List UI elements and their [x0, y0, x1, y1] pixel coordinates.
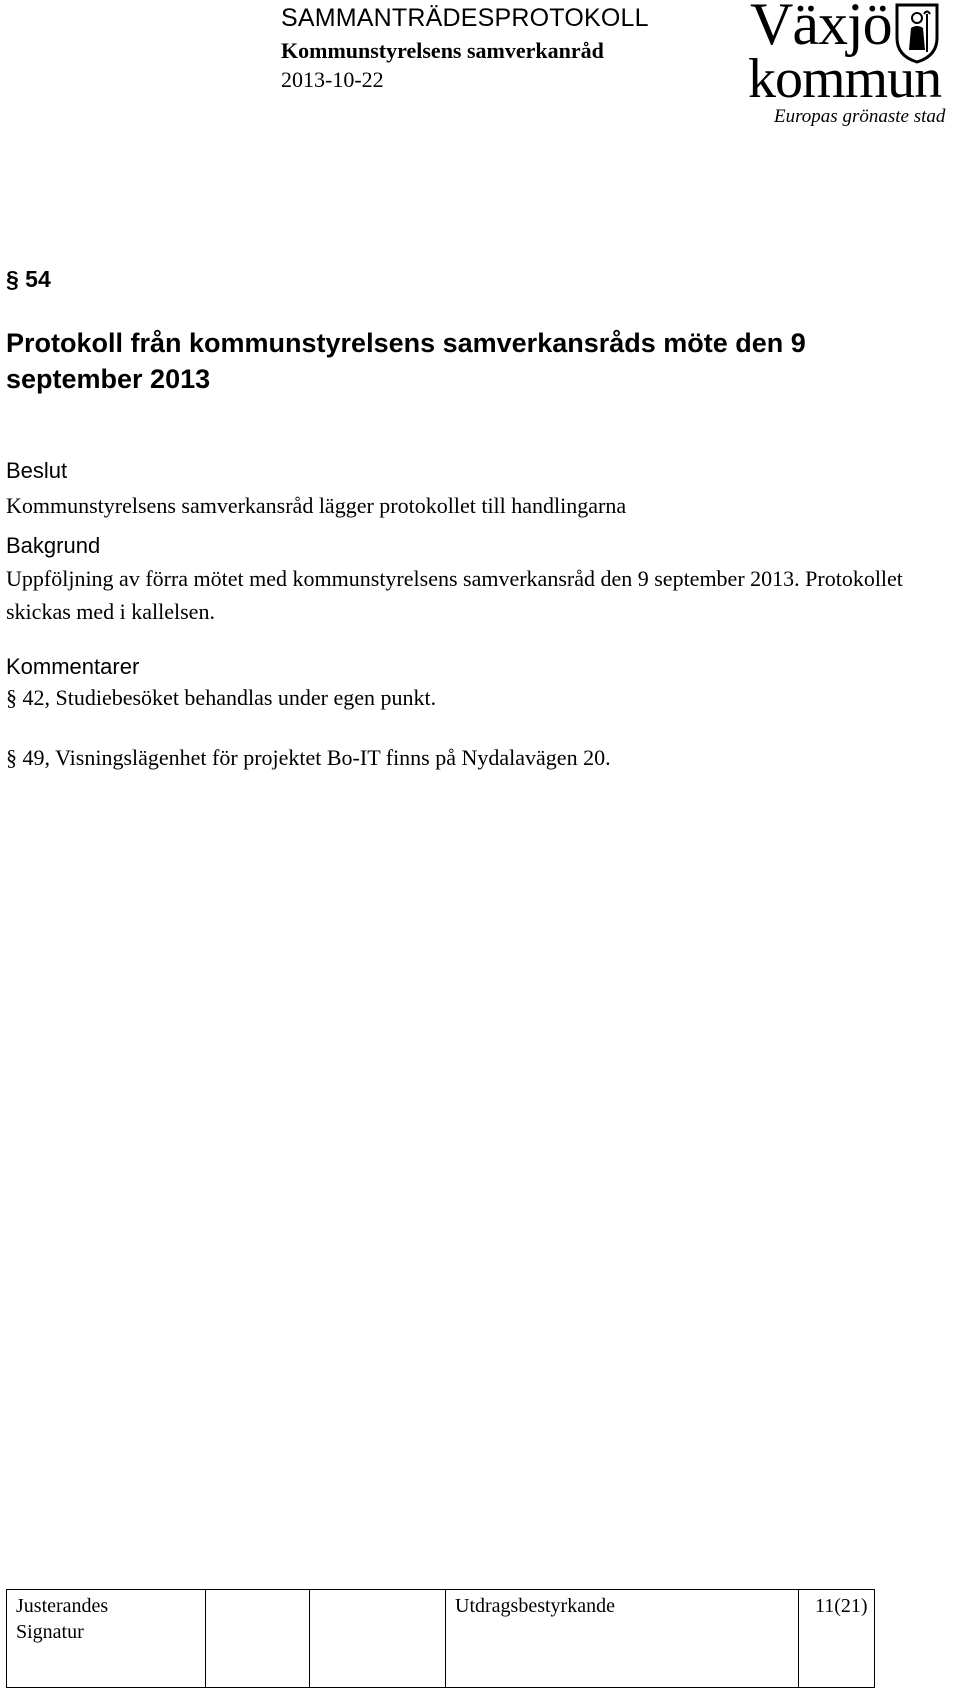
- signature-box: [310, 1590, 446, 1688]
- vaxjo-kommun-logo: [748, 0, 960, 130]
- document-type: SAMMANTRÄDESPROTOKOLL: [281, 4, 649, 32]
- beslut-text: Kommunstyrelsens samverkansråd lägger protokollet till handlingarna: [6, 493, 627, 518]
- kommentarer-heading: Kommentarer: [6, 654, 140, 679]
- page-number-cell: [799, 1590, 875, 1688]
- meeting-date: 2013-10-22: [281, 67, 384, 92]
- justerandes-label: Justerandes: [16, 1595, 109, 1617]
- beslut-heading: Beslut: [6, 458, 68, 483]
- utdrag-cell: [446, 1590, 799, 1688]
- paragraph-number: § 54: [6, 266, 51, 292]
- page-title: Protokoll från kommunstyrelsens samverkansråds möte den 9 september 2013: [6, 328, 806, 394]
- utdrag-label: Utdragsbestyrkande: [455, 1595, 615, 1617]
- logo-line-2: kommun: [748, 48, 942, 110]
- kommentar-item: § 49, Visningslägenhet för projektet Bo-IT finns på Nydalavägen 20.: [6, 745, 611, 770]
- signature-box: [206, 1590, 310, 1688]
- logo-tagline: Europas grönaste stad: [774, 106, 946, 127]
- justerandes-cell: [7, 1590, 206, 1688]
- committee-name: Kommunstyrelsens samverkanråd: [281, 38, 604, 63]
- logo-line-1: Växjö: [750, 0, 892, 57]
- signatur-label: Signatur: [16, 1621, 84, 1643]
- bakgrund-heading: Bakgrund: [6, 533, 101, 558]
- bakgrund-text: Uppföljning av förra mötet med kommunstyrelsens samverkansråd den 9 september 2013. Protokollet skickas med i kallelsen.: [6, 566, 903, 624]
- page-number: 11(21): [815, 1595, 868, 1617]
- kommentar-item: § 42, Studiebesöket behandlas under egen punkt.: [6, 685, 437, 710]
- signature-table: [6, 1589, 875, 1688]
